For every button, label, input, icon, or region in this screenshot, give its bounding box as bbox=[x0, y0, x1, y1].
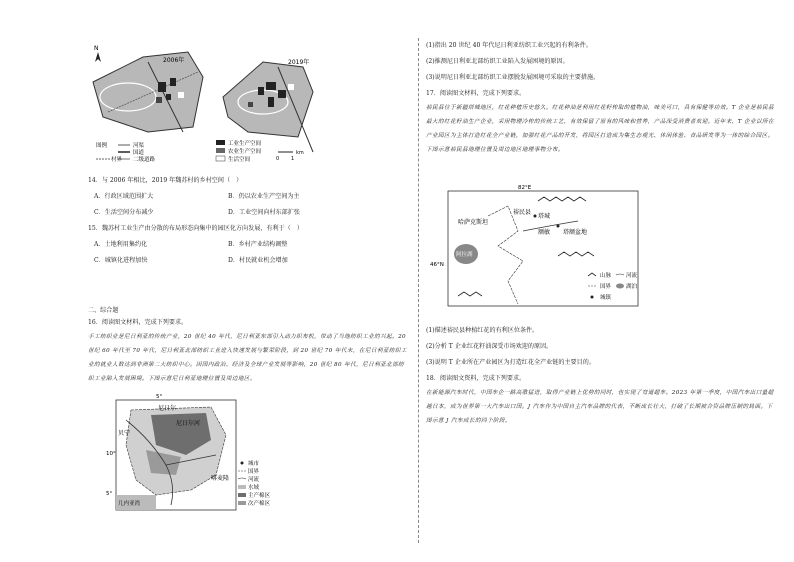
yumin-legend-border: 国界 bbox=[600, 284, 612, 290]
village-2006-outline bbox=[93, 52, 203, 132]
section-heading: 二、综合题 bbox=[88, 307, 119, 314]
legend-river: 河渠 bbox=[133, 143, 145, 149]
yumin-legend-river: 河流 bbox=[626, 273, 638, 279]
question-17: 17．阅读图文材料，完成下列要求。 bbox=[426, 90, 526, 97]
yumin-label-erming: 额敏 bbox=[538, 229, 551, 236]
nigeria-legend-river: 河流 bbox=[248, 477, 260, 483]
q18-material: 在新能源汽车时代，中国车企一路高歌猛进，取得产业链上优势的同时，也实现了弯道超车。2023 年第一季度，中国汽车出口量超越日本，成为世界第一大汽车出口国。J 汽车作为中国自主汽车品牌的代表，不断成长壮大，打破了长期被合资品牌压制的局面。下图示意 J 汽车成长的四个阶段。 bbox=[426, 390, 774, 424]
nigeria-map-figure bbox=[96, 395, 296, 515]
right-column bbox=[400, 0, 794, 562]
village-maps-figure bbox=[88, 42, 328, 172]
q17-part2: (2)分析 T 企业红花籽油深受市场欢迎的原因。 bbox=[426, 343, 553, 350]
question-18: 18．阅读图文资料，完成下列要求。 bbox=[426, 375, 526, 382]
nigeria-lat10: 10° bbox=[106, 451, 116, 457]
question-15: 15．魏苏村工业生产由分散的布局形态向集中的园区化方向发展，有利于（ ） bbox=[88, 225, 303, 232]
yumin-label-yumin: 裕民县 bbox=[513, 209, 532, 216]
q14-option-b[interactable]: B．仍以农业生产空间为主 bbox=[228, 193, 300, 200]
q15-option-c[interactable]: C．城镇化进程加快 bbox=[94, 257, 148, 264]
q16-part3: (3)说明尼日利亚北部纺织工业摆脱发展困境可采取的主要措施。 bbox=[426, 74, 600, 81]
legend-village-boundary: 村界 bbox=[111, 157, 123, 163]
yumin-legend-lake: 湖泊 bbox=[626, 284, 638, 290]
nigeria-label-cameroon: 喀麦隆 bbox=[211, 475, 230, 482]
q15-option-d[interactable]: D．村民就业机会增加 bbox=[228, 257, 288, 264]
nigeria-label-benin: 贝宁 bbox=[118, 430, 131, 437]
question-16: 16．阅读图文材料，完成下列要求。 bbox=[88, 319, 188, 326]
legend-national-road: 国道 bbox=[133, 150, 145, 156]
map-2019-title: 2019年 bbox=[288, 59, 310, 66]
scale-zero: 0 bbox=[276, 156, 280, 162]
q16-part2: (2)推测尼日利亚北部纺织工业陷入发展困境的原因。 bbox=[426, 58, 569, 65]
north-arrow-icon bbox=[95, 52, 101, 62]
yumin-label-alakol: 阿拉湖 bbox=[456, 252, 473, 258]
legend-industrial: 工业生产空间 bbox=[228, 141, 262, 147]
nigeria-legend-border: 国界 bbox=[248, 469, 260, 475]
legend-title: 图例 bbox=[96, 143, 108, 149]
q17-material: 裕民县位于新疆塔城地区，红花种植历史悠久。红花种油是利用红花籽榨取的植物油，味美可口，具有保健等功效。T 企业是裕民县最大的红花籽油生产企业，采用物理冷榨的传统工艺，有效保留了原有的风味和营养，产品深受消费者欢迎。近年来，T 企业以所在产业园区为主体打造红花全产业链，加强红花产品的开发，将园区打造成为集生态观光、休闲体验、食品研发等为一体的综合园区。下图示意裕民县地理位置及周边地区地理事物分布。 bbox=[426, 105, 774, 153]
scale-one: 1 bbox=[291, 156, 295, 162]
q17-part3: (3)说明 T 企业所在产业园区为打造红花全产业链的主要目的。 bbox=[426, 359, 595, 366]
q16-part1: (1)指出 20 世纪 40 年代尼日利亚纺织工业兴起的有利条件。 bbox=[426, 42, 592, 49]
legend-agricultural: 农业生产空间 bbox=[228, 149, 262, 155]
q16-material: 手工纺织业是尼日利亚的传统产业，20 世纪 40 年代，尼日利亚东部引入动力织布机，带动了当地纺织工业的兴起。20 世纪 60 年代至 70 年代，尼日利亚北部纺织工业进入快速发展与繁荣阶段，到 20 世纪 70 年代末，在尼日利亚纺织工业的就业人数达到非洲第二大纺织中心。因国内政治、经济及全球产业发展等影响，20 世纪 80 年代，尼日利亚北部纺织工业陷入发展困境。下图示意尼日利亚地理位置及周边地区。 bbox=[88, 334, 407, 382]
q14-option-d[interactable]: D．工业空间向村东部扩张 bbox=[228, 209, 300, 216]
nigeria-lat5: 5° bbox=[106, 491, 113, 497]
q15-option-b[interactable]: B．乡村产业结构调整 bbox=[228, 241, 288, 248]
nigeria-lon-label: 5° bbox=[156, 394, 163, 400]
nigeria-label-gulf: 几内亚湾 bbox=[118, 501, 141, 507]
legend-secondary-road: 二级道路 bbox=[133, 157, 156, 163]
nigeria-legend-city: 城市 bbox=[248, 461, 260, 467]
q17-part1: (1)描述裕民县种植红花的有利区位条件。 bbox=[426, 327, 539, 334]
yumin-lat: 46°N bbox=[430, 262, 444, 268]
legend-living: 生活空间 bbox=[228, 157, 251, 163]
yumin-label-kazakh: 哈萨克斯坦 bbox=[458, 219, 489, 226]
q14-option-a[interactable]: A．行政区域范围扩大 bbox=[94, 193, 154, 200]
nigeria-label-niger: 尼日尔 bbox=[158, 405, 177, 412]
yumin-label-tacheng: 塔城 bbox=[538, 213, 551, 220]
map-2006-title: 2006年 bbox=[163, 57, 185, 64]
yumin-lon: 82°E bbox=[518, 185, 532, 191]
yumin-legend-city: 城镇 bbox=[600, 295, 612, 301]
nigeria-legend-water: 水域 bbox=[248, 485, 260, 491]
north-label: N bbox=[94, 45, 99, 52]
yumin-legend-mountain: 山脉 bbox=[600, 273, 612, 279]
yumin-map-figure bbox=[430, 185, 648, 311]
nigeria-legend-second: 次产棉区 bbox=[248, 501, 271, 507]
yumin-label-basin: 塔额盆地 bbox=[563, 229, 588, 236]
nigeria-label-river: 尼日尔河 bbox=[176, 420, 201, 427]
scale-unit: km bbox=[296, 150, 304, 156]
q15-option-a[interactable]: A．土地利用集约化 bbox=[94, 241, 148, 248]
question-14: 14．与 2006 年相比，2019 年魏苏村的乡村空间（ ） bbox=[88, 177, 243, 184]
nigeria-legend-main: 主产棉区 bbox=[248, 493, 271, 499]
q14-option-c[interactable]: C．生活空间分布减少 bbox=[94, 209, 154, 216]
